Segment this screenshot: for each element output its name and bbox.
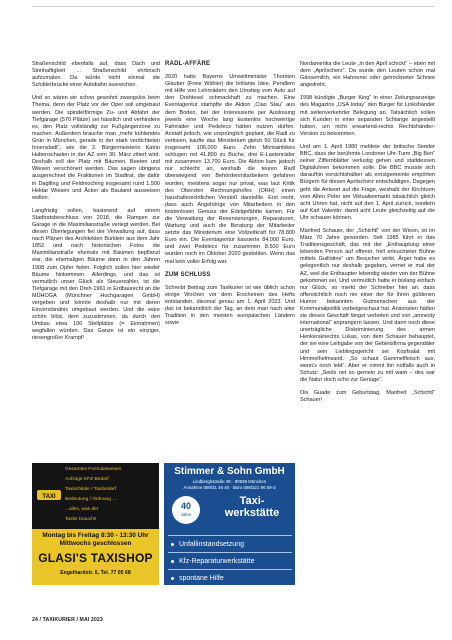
stimmer-sohn-ad: [164, 463, 295, 585]
glasis-taxishop-ad: [32, 463, 159, 585]
paragraph: Und am 1. April 1980 meldete der britische Sender BBC, dass der berühmte Londoner Uhr-Turm „Big Ben“ seiner Ziffernblätter verlustig gehen und stattdessen Digitaluhren bekommen solle. Die BBC musste sich daraufhin vorsichtshalber als ernstgemeinte empörten Bürgern für diesen Aprilscherz entschuldigen. Dagegen geht die Antwort auf die Frage, weshalb der Kirchturm vom Alten Peter am Viktualienmarkt tatsächlich gleich acht Uhren hat, nicht auf den 1. April zurück, sondern auf Karl Valentin: damit acht Leute gleichzeitig auf die Uhr schauen können.: [300, 143, 435, 221]
ad-service-line: Gesamtes Formularwesen: [65, 467, 122, 472]
paragraph: 1998 kündigte „Burger King“ in einer Zeitungsanzeige des Magazins „USA today“ den Burger für Linkshänder mit seitenverkehrter Belegung an. Tatsächlich sollen sich Kunden in einer separaten Schlange angestellt haben, um nicht erwartend-rechts Rechtshänder-Version zu bekommen.: [300, 95, 435, 137]
paragraph: Schreibt Beitrag zum Taxikurier ist wie üblich schon einige Wochen vor dem Erscheinen des Hefts entstanden, diesmal genau am 1. April 2023. Und das ist bekanntlich der Tag, an dem man nach alter Tradition in den meisten europäischen Ländern sowie: [165, 284, 295, 327]
ad-service-line: ...alles, was der: [65, 507, 99, 512]
service-item: [168, 535, 292, 552]
shop-name: GLASI'S TAXISHOP: [38, 551, 153, 565]
ad-service-line: Bedeutung / Ordnung ...: [65, 497, 117, 502]
badge-text: Jahre: [180, 512, 192, 517]
ad-service-line: Aufzüge KFZ-Bedarf: [65, 477, 109, 482]
service-item: [168, 569, 292, 586]
service-label: Unfallinstandsetzung: [179, 540, 244, 548]
top-rule: [32, 6, 434, 7]
paragraph: Manfred Schauer, der „Schichtl“ von der Wiesn, ist im März 70 Jahre geworden. Seit 1985 führt er das Traditionsgeschäft, das mit der „Enthauptung einer lebenden Person auf offener, hell erleuchteter Bühne mittels Guillotine“ um Besucher wirbt. Ärger habe es gelegentlich nur deshalb gegeben, verriet er mal der AZ, weil die Enthaupter lebendig wieder von der Bühne gekommen sei. Und vermutlich hatte er bislang einfach nur Glück, so merkt der Schreiber hier an, dass offensichtlich noch nie einer der für ihren güldenen Humor bekannten Gutmenschen aus der Kommunalpolitik vorbeigeschaut hat. Ansonsten hätten sie dieses Geschäft längst verboten und von „amnesty international“ anprangern lassen. Und dann noch diese unerträgliche Diskriminierung des armen Henkersknechts Lukas, von dem Schauer behauptet, der sei eine Leihgabe von der Gebietsfirma gegendäler und sein Lieblingsgericht sei Kopfsalat mit Himmelhelmsand. „So schaut Gammelfleisch aus, wenn's noch lebt“. Aber er nimmt ihn notfalls auch in Schutz: „Seids net so gemein zu mit wam – des war die Natur doch scho zur Genüge“.: [300, 227, 435, 383]
company-address: [168, 479, 291, 490]
badge-number: 40: [180, 501, 191, 511]
svg-text:TAXI: TAXI: [42, 494, 56, 500]
bullet-icon: [171, 577, 174, 580]
ad-service-line: Taxler braucht!: [65, 517, 97, 522]
headline-line: Taxi-: [239, 495, 265, 507]
service-item: [168, 552, 292, 569]
phone-line: Annahme 089/31 46 40 · Büro 089/321 96 59-3: [183, 484, 276, 490]
article-column-2: [165, 61, 295, 333]
service-label: Kfz-Reparaturwerkstätte: [179, 557, 255, 565]
workshop-headline: [212, 496, 292, 519]
paragraph: Und so wären wir schon gewohnt zwangslos beim Thema, denn der Platz vor der Oper soll umgebaut werden. Die spindelförmige Zu- und Abfahrt der Tiefgarage (570 Plätze) sei hässlich und verhindere es, den Platz vollständig zur Fußgängerzone zu machen. Außerdem brauche man „mehr kühlendes Grün in München, gerade in der stark verdichteten Innenstadt“, wie die 2. Bürgermeisterin Katrin Habenschaden in der AZ vom 30. März zitiert wird. Deshalb soll der Platz mit Bäumen, Beeten und Wiesen verschönert werden. Das sagen übrigens ausgerechnet die Fraktionen im Stadtrat, die dafür in Daglfing und Feldmoching insgesamt rund 1.500 Hektar Wiesen und Äcker als Bauland ausweisen wollen.: [32, 95, 160, 201]
bullet-icon: [171, 543, 174, 546]
paragraph: Ois Guade zum Geburtstag, Manfred „Schichtl“ Schauer!: [300, 390, 435, 404]
article-column-1: [32, 61, 160, 349]
service-list: [168, 535, 292, 586]
page-footer: 24 / TAXIKURIER / MAI 2023: [32, 617, 103, 623]
address-line: Lindberghstraße 36 · 80939 München: [192, 479, 267, 484]
ad-service-line: Taxischilder / Taxibedarf: [65, 487, 117, 492]
taxi-sign-icon: [36, 487, 62, 501]
paragraph: Straßenschild ebenfalls auf, dass Dach und Sinnhaftigkeit ... Straßenschild ehrbrisch aufzumalen. Da würde nicht einmal die Schilderbrücke einer Autobahn ausreichen.: [32, 61, 160, 89]
closed-day-line: Mittwochs geschlossen: [59, 540, 132, 547]
bullet-icon: [171, 560, 174, 563]
company-name: Stimmer & Sohn GmbH: [174, 466, 285, 477]
paragraph: 2020 hatte Bayerns Umweltminister Thorsten Glauber (Freie Wähler) die brillante Idee, Pendlern mit Hilfe von Lehnrädern den Umstieg vom Auto auf den Drahtesel schmackhaft zu machen. Eine Eventagentur stampfte die Aktion „Ciao Stau“ aus dem Boden, bei der Interessierte per Auslosung jeweils eine Woche lang kostenlos hochwertige Fahrräder und Pedelecs hätten nutzen dürfen. Anstatt jedoch, wie ursprünglich geplant, die Radl zu verlosen, kaufte das Ministerium gleich 50 Stück für insgesamt 106.000 Euro. Zehn Montainbikes schlugen mit 41.800 zu Buche, drei E-Lastenräder mit zusammen 13.700 Euro. Die Aktion kam jedoch nur schlecht an, weshalb die teuren Radl überwiegend von Behördenmitarbeitern gefahren wurden, meistens sogar nur privat, was laut Kritik des Obersten Rechnungshofes (ORH) einen haushaltsrechtlichen Verstoß darstellte. Erst recht, dass auch Angehörige von Mitarbeitern in den kostenlosen Genuss der Edelgefährte kamen. Für die Verwaltung der Reservierungen, Reparaturen, Wartung und auch die Beratung der Mitarbeiter setzte das Ministerium eine Vollzeitkraft für 78.800 Euro ein. Die Eventagentur kassierte 84.000 Euro, und zwei Pedelecs für zusammen 8.500 Euro wurden noch im Oktober 2020 gestohlen. Wenn das mal kein voller Erfolg war.: [165, 74, 295, 265]
anniversary-badge: [172, 496, 200, 524]
paragraph: Nordamerika die Leute „in den April schickt“ – eben mit dem „Aprilscherz“. Da wurde den Leuten schon mal Gänsemilch, ein Hahnenei oder getrockneter Schnee angedreht.: [300, 61, 435, 89]
section-heading: RADL-AFFÄRE: [165, 61, 211, 67]
service-label: spontane Hilfe: [179, 574, 224, 582]
ad-dark-panel: [32, 463, 159, 529]
section-heading: ZUM SCHLUSS: [165, 271, 211, 278]
paragraph: Langfristig sollen, basierend auf einem Stadtratsbeschluss von 2018, die Rampen zur Garage in die Maximilianstraße verlegt werden. Bei diesen Überlegungen fiel der Verwaltung auf, dass nach Plänen des Architekten Bürklein aus dem Jahr 1852 und nach historischen Fotos die Maximilianstraße ehemals mit Bäumen bepflanzt war, die ehemaligen Bäume dann in den Jahren 1908 zum Opfer fielen. Folglich sollen hier wieder Bäume hinkommen. Allerdings, und das ist vermutlich unser Glück als Steuerzahler, ist die Tiefgarage mit den Dreh-1961 in Erdbaurecht an die MÜHOGA (Münchner Hochgaragen GmbH) vergeben und könnte deshalb nur mit deren Einverständnis umgebaut werden. Und die wäre schön blöd, dem zuzustimmen, da durch den Umbau etwa 100 Stellplätze (= Einnahmen) wegfallen würden. Das Ganze ist ein einziger, riesengroßer Krampf!: [32, 207, 160, 342]
opening-hours: [35, 532, 156, 548]
article-column-3: [300, 61, 435, 410]
headline-line: werkstätte: [224, 506, 280, 519]
shop-address: Engelhardstr. 6, Tel. 77 05 68: [60, 570, 131, 576]
opening-hours-line: Montag bis Freitag 8:30 - 13:30 Uhr: [42, 532, 149, 539]
